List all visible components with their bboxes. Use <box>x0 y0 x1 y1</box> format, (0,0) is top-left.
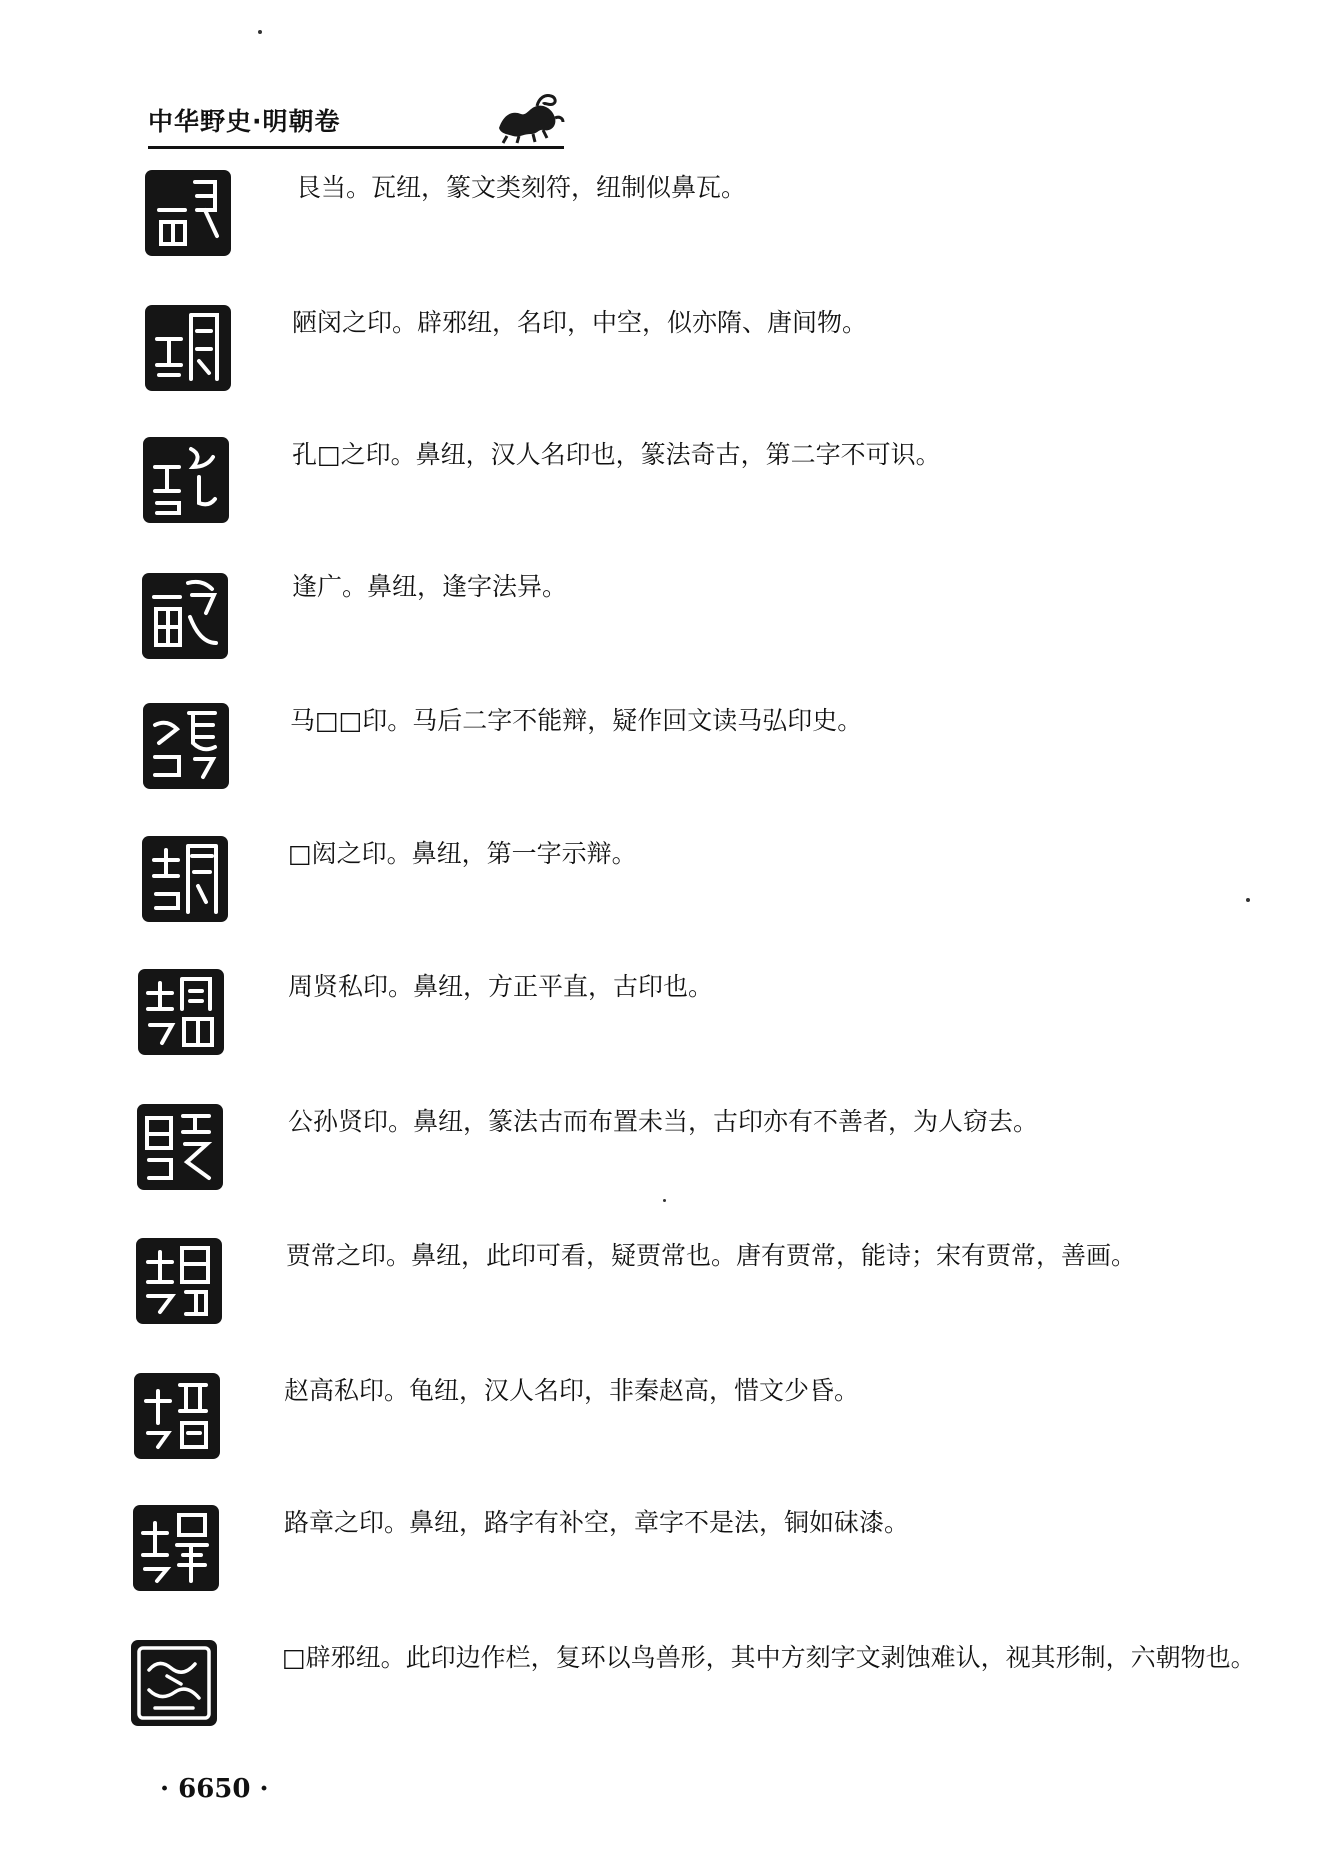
entry-text: 艮当。瓦纽，篆文类刻符，纽制似鼻瓦。 <box>296 173 747 202</box>
book-title: 中华野史·明朝卷 <box>148 107 341 136</box>
entry-text: 贾常之印。鼻纽，此印可看，疑贾常也。唐有贾常，能诗；宋有贾常，善画。 <box>286 1241 1137 1270</box>
entry-text: □闳之印。鼻纽，第一字示辩。 <box>288 839 637 868</box>
seal-stamp-icon <box>145 305 231 391</box>
entry-text: 周贤私印。鼻纽，方正平直，古印也。 <box>288 972 714 1001</box>
running-header <box>148 88 564 150</box>
entry-text: 路章之印。鼻纽，路字有补空，章字不是法，铜如砞漆。 <box>284 1508 910 1537</box>
seal-stamp-icon <box>136 1238 222 1324</box>
seal-stamp-icon <box>133 1505 219 1591</box>
seal-stamp-icon <box>145 170 231 256</box>
seal-stamp-icon <box>131 1640 217 1726</box>
entry-text: 赵高私印。龟纽，汉人名印，非秦赵高，惜文少昏。 <box>284 1376 860 1405</box>
scan-speck <box>663 1199 666 1202</box>
seal-stamp-icon <box>142 573 228 659</box>
header-rule <box>148 146 564 149</box>
dragon-emblem-icon <box>493 88 565 144</box>
scan-speck <box>258 30 262 34</box>
entry-text: 陋闵之印。辟邪纽，名印，中空，似亦隋、唐间物。 <box>292 308 868 337</box>
seal-stamp-icon <box>137 1104 223 1190</box>
entry-text: 公孙贤印。鼻纽，篆法古而布置未当，古印亦有不善者，为人窃去。 <box>288 1107 1039 1136</box>
seal-stamp-icon <box>142 836 228 922</box>
scan-speck <box>1246 898 1250 902</box>
entry-text: 孔□之印。鼻纽，汉人名印也，篆法奇古，第二字不可识。 <box>292 440 941 469</box>
seal-stamp-icon <box>143 437 229 523</box>
entry-text: □辟邪纽。此印边作栏，复环以鸟兽形，其中方刻字文剥蚀难认，视其形制，六朝物也。 <box>282 1643 1256 1672</box>
page-number: · 6650 · <box>160 1774 269 1804</box>
entry-text: 马□□印。马后二字不能辩，疑作回文读马弘印史。 <box>290 706 863 735</box>
entry-text: 逢广。鼻纽，逢字法异。 <box>292 572 568 601</box>
seal-stamp-icon <box>138 969 224 1055</box>
seal-stamp-icon <box>143 703 229 789</box>
seal-stamp-icon <box>134 1373 220 1459</box>
